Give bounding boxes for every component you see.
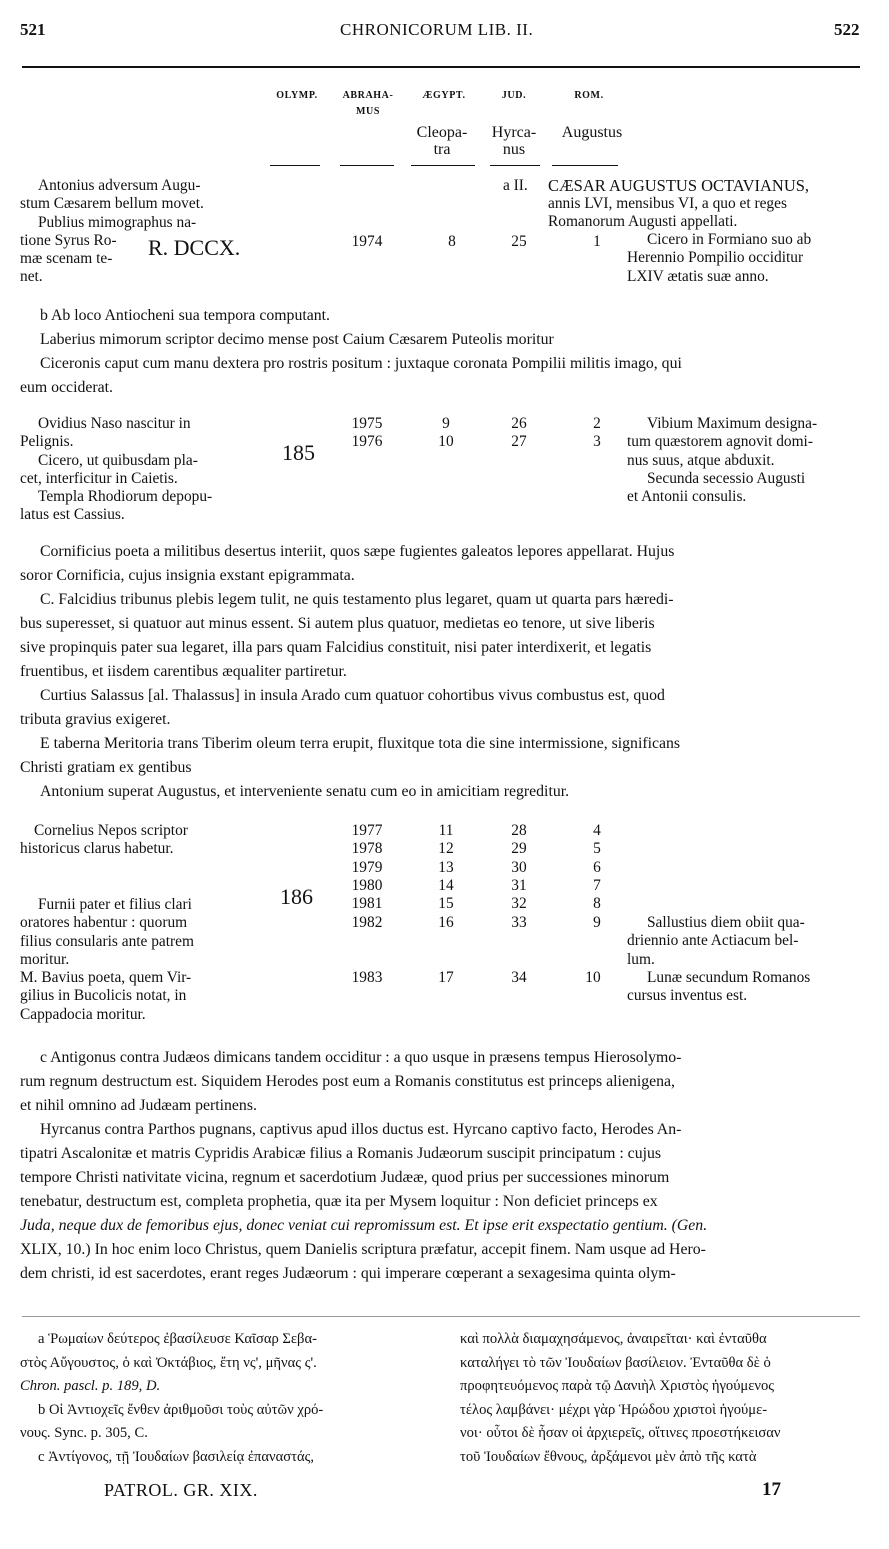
- col-abraham-a: ABRAHA-: [342, 90, 394, 101]
- col-rule: [552, 165, 618, 166]
- jud-value: 30: [511, 858, 527, 876]
- block2-right: [627, 415, 817, 506]
- col-rule: [411, 165, 475, 166]
- jud-value: 33: [511, 913, 527, 931]
- footnote-rule: [22, 1316, 860, 1317]
- text-line: C. Falcidius tribunus plebis legem tulit, ne quis testamento plus legaret, quam ut quarta pars hæredi-: [40, 591, 674, 608]
- jud-sub-b: nus: [502, 141, 526, 158]
- block3-numbers: [342, 822, 602, 952]
- col-jud: JUD.: [501, 90, 527, 101]
- text-line: filius consularis ante patrem: [20, 932, 194, 950]
- rom-value: 9: [593, 913, 601, 931]
- block3-right-a: [627, 914, 805, 969]
- text-line: XLIX, 10.) In hoc enim loco Christus, quem Danielis scriptura præfatur, accepit finem. Nam usque ad Hero-: [20, 1241, 706, 1258]
- para1: [20, 304, 868, 400]
- text-line: Cornelius Nepos scriptor: [34, 822, 188, 839]
- abraham-1976: 1976: [351, 433, 383, 450]
- rom-value: 4: [593, 822, 601, 839]
- col-olymp: OLYMP.: [276, 90, 318, 101]
- aegypt-value: 15: [438, 895, 454, 913]
- text-line: Ovidius Naso nascitur in: [38, 415, 191, 432]
- olymp-185: 185: [282, 440, 315, 465]
- footer-signature: 17: [762, 1479, 781, 1500]
- text-line: Romanorum Augusti appellati.: [548, 213, 738, 231]
- jud-value: 32: [511, 895, 527, 913]
- text-line: c Antigonus contra Judæos dimicans tandem occiditur : a quo usque in præsens tempus Hierosolymo-: [40, 1049, 682, 1066]
- text-line: eum occiderat.: [20, 379, 113, 396]
- text-line: Juda, neque dux de femoribus ejus, donec veniat cui repromissum est. Et ipse erit exspectatio gentium. (Gen.: [20, 1217, 708, 1234]
- page-number-right: 522: [834, 20, 860, 39]
- text-line: Secunda secessio Augusti: [647, 469, 806, 487]
- rom-value: 5: [593, 840, 601, 858]
- aegypt-value: 11: [438, 822, 454, 839]
- text-line: Furnii pater et filius clari: [38, 896, 192, 913]
- text-line: Publius mimographus na-: [38, 213, 197, 231]
- text-line: net.: [20, 268, 43, 286]
- col-abraham-b: MUS: [355, 106, 381, 117]
- rom-value: 8: [593, 895, 601, 913]
- text-line: tipatri Ascalonitæ et matris Cypridis Arabicæ filius a Romanis Judæorum suscipit principatum : cujus: [20, 1145, 662, 1162]
- block3-left-b: [20, 896, 194, 969]
- jud-26: 26: [511, 415, 527, 432]
- footnote-line: καταλήγει τὸ τῶν Ἰουδαίων βασίλειον. Ἐνταῦθα δὲ ὁ: [460, 1354, 771, 1371]
- col-rule: [340, 165, 394, 166]
- roman-year: R. DCCX.: [148, 235, 241, 260]
- footnote-line: b Οἱ Ἀντιοχεῖς ἔνθεν ἀριθμοῦσι τοὺς αὐτῶν χρό-: [38, 1401, 324, 1418]
- text-line: tione Syrus Ro-: [20, 231, 117, 249]
- text-line: Pelignis.: [20, 433, 74, 451]
- text-line: nus suus, atque abduxit.: [627, 451, 775, 469]
- text-line: rum regnum destructum est. Siquidem Herodes post eum a Romanis constitutus est princeps alienigena,: [20, 1073, 676, 1090]
- footnote-line: τοῦ Ἰουδαίων ἔθνους, ἀρξάμενοι μὲν ἀπὸ τῆς κατὰ: [460, 1448, 757, 1465]
- text-line: et nihil omnino ad Judæam pertinens.: [20, 1097, 257, 1114]
- olymp-186: 186: [280, 884, 313, 909]
- text-line: Templa Rhodiorum depopu-: [38, 488, 213, 506]
- abraham-1982: 1982: [351, 913, 383, 931]
- block3-right-b: [627, 969, 810, 1006]
- footnotes-right: [460, 1328, 870, 1469]
- aegypt-sub-b: tra: [433, 141, 451, 158]
- footer-patrol: PATROL. GR. XIX.: [104, 1480, 258, 1500]
- text-line: moritur.: [20, 950, 70, 968]
- text-line: Sallustius diem obiit qua-: [647, 914, 805, 931]
- abraham-1974: 1974: [351, 233, 383, 250]
- text-line: tum quæstorem agnovit domi-: [627, 433, 813, 451]
- jud-27: 27: [511, 433, 527, 450]
- abraham-1979: 1979: [351, 858, 383, 876]
- abraham-1980: 1980: [351, 876, 383, 894]
- header-rule: [22, 66, 860, 68]
- text-line: et Antonii consulis.: [627, 488, 747, 506]
- abraham-1981: 1981: [351, 895, 383, 913]
- footnote-line: a Ῥωμαίων δεύτερος ἐβασίλευσε Καῖσαρ Σεβα-: [38, 1331, 317, 1347]
- abraham-1977: 1977: [351, 822, 383, 839]
- rom-value: 7: [593, 876, 601, 894]
- rom-1: 1: [593, 233, 601, 250]
- footnote-line: Chron. pascl. p. 189, D.: [20, 1378, 161, 1394]
- footnote-line: νοι· οὗτοι δὲ ἦσαν οἱ ἀρχιερεῖς, οἵτινες προεστήκεισαν: [460, 1425, 781, 1441]
- footnote-line: προφητευόμενος παρὰ τῷ Δανιὴλ Χριστὸς ἡγούμενος: [460, 1378, 775, 1394]
- text-line: cursus inventus est.: [627, 987, 748, 1005]
- jud-value: 28: [511, 822, 527, 839]
- text-line: annis LVI, mensibus VI, a quo et reges: [548, 195, 787, 212]
- aegypt-10: 10: [438, 433, 454, 450]
- text-line: dem christi, id est sacerdotes, erant reges Judæorum : qui imperare cœperant a sexagesima quinta olym-: [20, 1265, 676, 1282]
- block1-right: [548, 195, 787, 232]
- aegypt-9: 9: [442, 415, 450, 432]
- text-line: mæ scenam te-: [20, 250, 113, 268]
- text-line: tributa gravius exigeret.: [20, 711, 171, 728]
- text-line: Christi gratiam ex gentibus: [20, 759, 192, 776]
- text-line: Ciceronis caput cum manu dextera pro rostris positum : juxtaque coronata Pompilii militis imago, qui: [40, 355, 682, 372]
- aegypt-8: 8: [448, 233, 456, 250]
- abraham-1983: 1983: [351, 969, 383, 986]
- aegypt-value: 12: [438, 840, 454, 858]
- page-number-left: 521: [20, 20, 46, 39]
- text-line: driennio ante Actiacum bel-: [627, 932, 799, 950]
- abraham-1975: 1975: [351, 415, 383, 432]
- text-line: Herennio Pompilio occiditur: [627, 249, 804, 267]
- text-line: Hyrcanus contra Parthos pugnans, captivus apud illos ductus est. Hyrcano captivo facto, Herodes An-: [40, 1121, 682, 1138]
- text-line: Cicero, ut quibusdam pla-: [38, 451, 198, 469]
- aegypt-sub-a: Cleopa-: [416, 124, 468, 141]
- block1-right-cicero: [627, 231, 811, 286]
- rom-2: 2: [593, 415, 601, 432]
- abraham-1978: 1978: [351, 840, 383, 858]
- jud-sub-a: Hyrca-: [491, 124, 537, 141]
- col-rule: [490, 165, 540, 166]
- text-line: Vibium Maximum designa-: [647, 415, 818, 432]
- block1-left: [20, 177, 204, 287]
- footnote-line: τέλος λαμβάνει· μέχρι γὰρ Ἡρώδου χριστοὶ ἡγούμε-: [460, 1401, 768, 1418]
- text-line: cet, interficitur in Caietis.: [20, 469, 178, 487]
- text-line: b Ab loco Antiocheni sua tempora computant.: [40, 307, 330, 324]
- rom-value: 6: [593, 858, 601, 876]
- text-line: Antonium superat Augustus, et interveniente senatu cum eo in amicitiam regreditur.: [40, 783, 570, 800]
- running-title: CHRONICORUM LIB. II.: [340, 20, 534, 39]
- text-line: sive propinquis pater sua legaret, illa pars quam Falcidius constituit, nisi pater interdixerit, et legatis: [20, 639, 652, 656]
- para3: [20, 1046, 868, 1286]
- text-line: Laberius mimorum scriptor decimo mense post Caium Cæsarem Puteolis moritur: [40, 331, 554, 348]
- rom-3: 3: [593, 433, 601, 450]
- rom-10: 10: [585, 969, 601, 986]
- text-line: Curtius Salassus [al. Thalassus] in insula Arado cum quatuor cohortibus vivus combustus est, quod: [40, 687, 665, 704]
- aegypt-value: 16: [438, 913, 454, 931]
- col-aegypt: ÆGYPT.: [422, 90, 466, 101]
- col-rule: [270, 165, 320, 166]
- jud-34: 34: [511, 969, 527, 986]
- para2: [20, 540, 868, 804]
- text-line: M. Bavius poeta, quem Vir-: [20, 969, 192, 986]
- text-line: LXIV ætatis suæ anno.: [627, 267, 769, 285]
- jud-25: 25: [511, 233, 527, 250]
- text-line: Cornificius poeta a militibus desertus interiit, quos sæpe fugientes galeatos lepores appellarat. Hujus: [40, 543, 675, 560]
- text-line: fruentibus, et iisdem carentibus æqualiter partiretur.: [20, 663, 347, 680]
- text-line: E taberna Meritoria trans Tiberim oleum terra erupit, fluxitque tota die sine intermissione, significans: [40, 735, 681, 752]
- text-line: bus superesset, si quatuor aut minus essent. Si autem plus quatuor, medietas eo tenore, ut sive liberis: [20, 615, 655, 632]
- text-line: soror Cornificia, cujus insignia exstant epigrammata.: [20, 567, 355, 584]
- text-line: Cicero in Formiano suo ab: [647, 231, 812, 248]
- text-line: oratores habentur : quorum: [20, 914, 188, 932]
- text-line: stum Cæsarem bellum movet.: [20, 195, 204, 213]
- aegypt-17: 17: [438, 969, 454, 986]
- footnote-line: στὸς Αὔγουστος, ὁ καὶ Ὀκτάβιος, ἔτη νς', μῆνας ς'.: [20, 1354, 317, 1371]
- text-line: latus est Cassius.: [20, 506, 125, 524]
- footnote-line: c Ἀντίγονος, τῇ Ἰουδαίων βασιλείᾳ ἐπαναστάς,: [38, 1448, 315, 1465]
- footnote-line: καὶ πολλὰ διαμαχησάμενος, ἀναιρεῖται· καὶ ἐνταῦθα: [460, 1331, 767, 1347]
- jud-value: 29: [511, 840, 527, 858]
- text-line: tempore Christi nativitate vicina, regnum et sacerdotium Judææ, quod prius per successiones minorum: [20, 1169, 670, 1186]
- col-rom: ROM.: [574, 90, 604, 101]
- footnote-line: νους. Sync. p. 305, C.: [20, 1425, 148, 1441]
- aegypt-value: 14: [438, 876, 454, 894]
- block2-left: [20, 415, 212, 525]
- footnotes-left: [20, 1328, 440, 1469]
- text-line: lum.: [627, 950, 655, 968]
- block3-left-c: [20, 969, 191, 1024]
- jud-value: 31: [511, 876, 527, 894]
- aegypt-value: 13: [438, 858, 454, 876]
- text-line: historicus clarus habetur.: [20, 840, 174, 858]
- rom-sub: Augustus: [561, 124, 623, 141]
- text-line: tenebatur, destructum est, completa prophetia, quæ ita per Mysem loquitur : Non deficiet princeps ex: [20, 1193, 658, 1210]
- text-line: gilius in Bucolicis notat, in: [20, 987, 187, 1005]
- text-line: Cappadocia moritur.: [20, 1005, 146, 1023]
- augustus-heading: CÆSAR AUGUSTUS OCTAVIANUS,: [548, 176, 810, 195]
- text-line: Antonius adversum Augu-: [38, 177, 201, 194]
- text-line: Lunæ secundum Romanos: [647, 969, 811, 986]
- block3-left-a: [20, 822, 188, 859]
- jud-note: a II.: [503, 177, 528, 194]
